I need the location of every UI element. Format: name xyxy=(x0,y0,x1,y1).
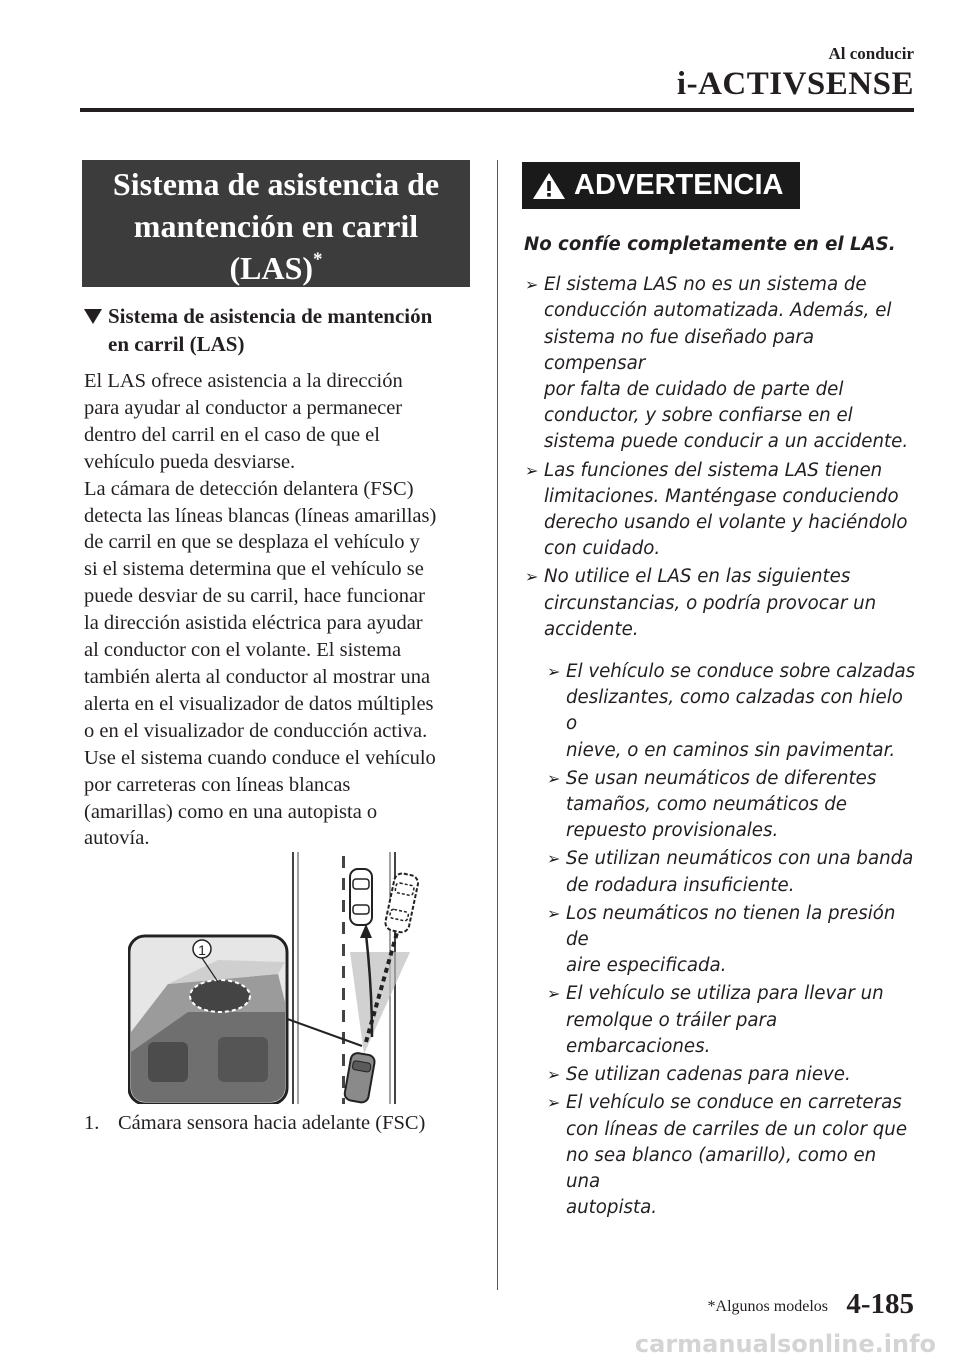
warning-item xyxy=(546,1090,916,1221)
body-line: vehículo pueda desviarse. xyxy=(84,450,296,473)
body-line: para ayudar al conductor a permanecer xyxy=(84,396,403,419)
body-line: detecta las líneas blancas (líneas amarillas) xyxy=(84,504,437,527)
arrow-bullet-icon: ➢ xyxy=(547,768,561,788)
body-line: dentro del carril en el caso de que el xyxy=(84,423,380,446)
arrow-bullet-icon: ➢ xyxy=(547,903,561,923)
body-line: al conductor con el volante. El sistema xyxy=(84,639,402,662)
warning-triangle-icon xyxy=(532,171,566,201)
warning-item xyxy=(546,981,916,1060)
warning-content xyxy=(524,232,916,1223)
body-line: Use el sistema cuando conduce el vehículo xyxy=(84,746,436,769)
warning-item xyxy=(546,659,916,764)
footnote: *Algunos modelos xyxy=(707,1298,828,1315)
subheading-line-1: Sistema de asistencia de mantención xyxy=(108,304,433,328)
warning-item xyxy=(546,901,916,980)
watermark: carmanualsonline.info xyxy=(634,1330,936,1358)
body-line: o en el visualizador de conducción activa. xyxy=(84,719,428,742)
body-line: la dirección asistida eléctrica para ayudar xyxy=(84,612,423,635)
warning-item-line: aire especificada. xyxy=(566,955,727,977)
warning-item-line: Se utilizan neumáticos con una banda xyxy=(566,848,914,870)
page-header xyxy=(677,44,914,102)
arrow-bullet-icon: ➢ xyxy=(547,1065,561,1085)
body-line: El LAS ofrece asistencia a la dirección xyxy=(84,370,403,392)
warning-item xyxy=(546,1062,916,1088)
warning-item-line: tamaños, como neumáticos de xyxy=(566,794,847,816)
warning-item-line: nieve, o en caminos sin pavimentar. xyxy=(566,739,896,761)
title-las: (LAS) xyxy=(229,250,314,286)
warning-item-line: conducción automatizada. Además, el xyxy=(544,300,892,322)
body-line: La cámara de detección delantera (FSC) xyxy=(84,477,414,500)
page-number: 4-185 xyxy=(846,1288,914,1320)
body-line: (amarillas) como en una autopista o xyxy=(84,800,378,823)
caption-number: 1. xyxy=(84,1112,100,1134)
warning-item-line: accidente. xyxy=(544,618,639,640)
arrow-bullet-icon: ➢ xyxy=(525,567,539,587)
column-divider xyxy=(497,160,498,1290)
warning-item-line: remolque o tráiler para xyxy=(566,1009,778,1031)
warning-item-line: El vehículo se utiliza para llevar un xyxy=(566,983,884,1005)
car-top-corrected xyxy=(350,869,372,925)
section-title: i-ACTIVSENSE xyxy=(676,66,914,102)
warning-item-line: circunstancias, o podría provocar un xyxy=(544,592,877,614)
warning-item-line: El sistema LAS no es un sistema de xyxy=(544,274,867,296)
body-line: autovía. xyxy=(84,827,150,850)
body-line: por carreteras con líneas blancas xyxy=(84,773,351,796)
title-line-2: mantención en carril xyxy=(133,208,419,244)
warning-item-line: El vehículo se conduce sobre calzadas xyxy=(566,661,916,683)
arrow-bullet-icon: ➢ xyxy=(547,849,561,869)
warning-item xyxy=(524,272,916,455)
warning-banner xyxy=(522,162,800,209)
warning-list xyxy=(524,272,916,643)
warning-item-line: Se usan neumáticos de diferentes xyxy=(566,767,877,789)
warning-item xyxy=(546,766,916,845)
warning-item-line: No utilice el LAS en las siguientes xyxy=(544,566,851,588)
warning-item-line: por falta de cuidado de parte del xyxy=(544,379,844,401)
subheading-line-2: en carril (LAS) xyxy=(108,332,245,356)
title-line-1: Sistema de asistencia de xyxy=(112,166,440,202)
callout-number: 1 xyxy=(198,942,206,958)
warning-item-line: autopista. xyxy=(566,1197,658,1219)
subheading xyxy=(84,302,474,358)
body-line: alerta en el visualizador de datos múltiples xyxy=(84,692,434,715)
warning-item-line: conductor, y sobre confiarse en el xyxy=(544,405,853,427)
arrow-bullet-icon: ➢ xyxy=(547,984,561,1004)
warning-item-line: El vehículo se conduce en carreteras xyxy=(566,1092,902,1114)
warning-item-line: derecho usando el volante y haciéndolo xyxy=(544,512,908,534)
caption-text: Cámara sensora hacia adelante (FSC) xyxy=(118,1112,426,1134)
arrow-bullet-icon: ➢ xyxy=(525,460,539,480)
warning-item-line: deslizantes, como calzadas con hielo o xyxy=(566,687,903,735)
warning-item-line: sistema no fue diseñado para compensar xyxy=(544,326,815,374)
title-line-3 xyxy=(82,247,470,289)
warning-item-line: repuesto provisionales. xyxy=(566,820,779,842)
triangle-bullet-icon xyxy=(84,309,102,324)
warning-lead: No confíe completamente en el LAS. xyxy=(524,234,896,255)
arrow-bullet-icon: ➢ xyxy=(525,275,539,295)
warning-item-line: con cuidado. xyxy=(544,538,661,560)
body-line: de carril en que se desplaza el vehículo y xyxy=(84,531,420,554)
warning-item-line: no sea blanco (amarillo), como en una xyxy=(566,1144,877,1192)
arrow-bullet-icon: ➢ xyxy=(547,662,561,682)
body-line: también alerta al conductor al mostrar una xyxy=(84,665,431,688)
arrow-bullet-icon: ➢ xyxy=(547,1093,561,1113)
body-paragraph xyxy=(84,368,476,852)
figure-caption xyxy=(84,1112,425,1135)
header-rule xyxy=(80,108,914,112)
warning-label: ADVERTENCIA xyxy=(574,169,784,201)
warning-item-line: Los neumáticos no tienen la presión de xyxy=(566,902,896,951)
warning-item xyxy=(524,458,916,563)
interior-view xyxy=(131,938,285,1102)
warning-item-line: limitaciones. Manténgase conduciendo xyxy=(544,485,899,507)
lane-diagram xyxy=(128,852,428,1104)
some-models-marker: * xyxy=(313,249,323,270)
warning-item xyxy=(546,846,916,898)
warning-sublist xyxy=(546,659,916,1221)
body-line: puede desviar de su carril, hace funcionar xyxy=(84,585,425,608)
warning-item-line: embarcaciones. xyxy=(566,1035,711,1057)
warning-item xyxy=(524,564,916,643)
las-illustration xyxy=(128,852,428,1104)
chapter-title: Al conducir xyxy=(828,44,914,63)
section-title-box xyxy=(82,160,470,287)
warning-item-line: Se utilizan cadenas para nieve. xyxy=(566,1064,851,1086)
warning-item-line: con líneas de carriles de un color que xyxy=(566,1118,908,1140)
warning-item-line: Las funciones del sistema LAS tienen xyxy=(544,459,883,481)
body-line: si el sistema determina que el vehículo se xyxy=(84,558,424,581)
warning-item-line: de rodadura insuficiente. xyxy=(566,874,795,896)
warning-item-line: sistema puede conducir a un accidente. xyxy=(544,431,909,453)
